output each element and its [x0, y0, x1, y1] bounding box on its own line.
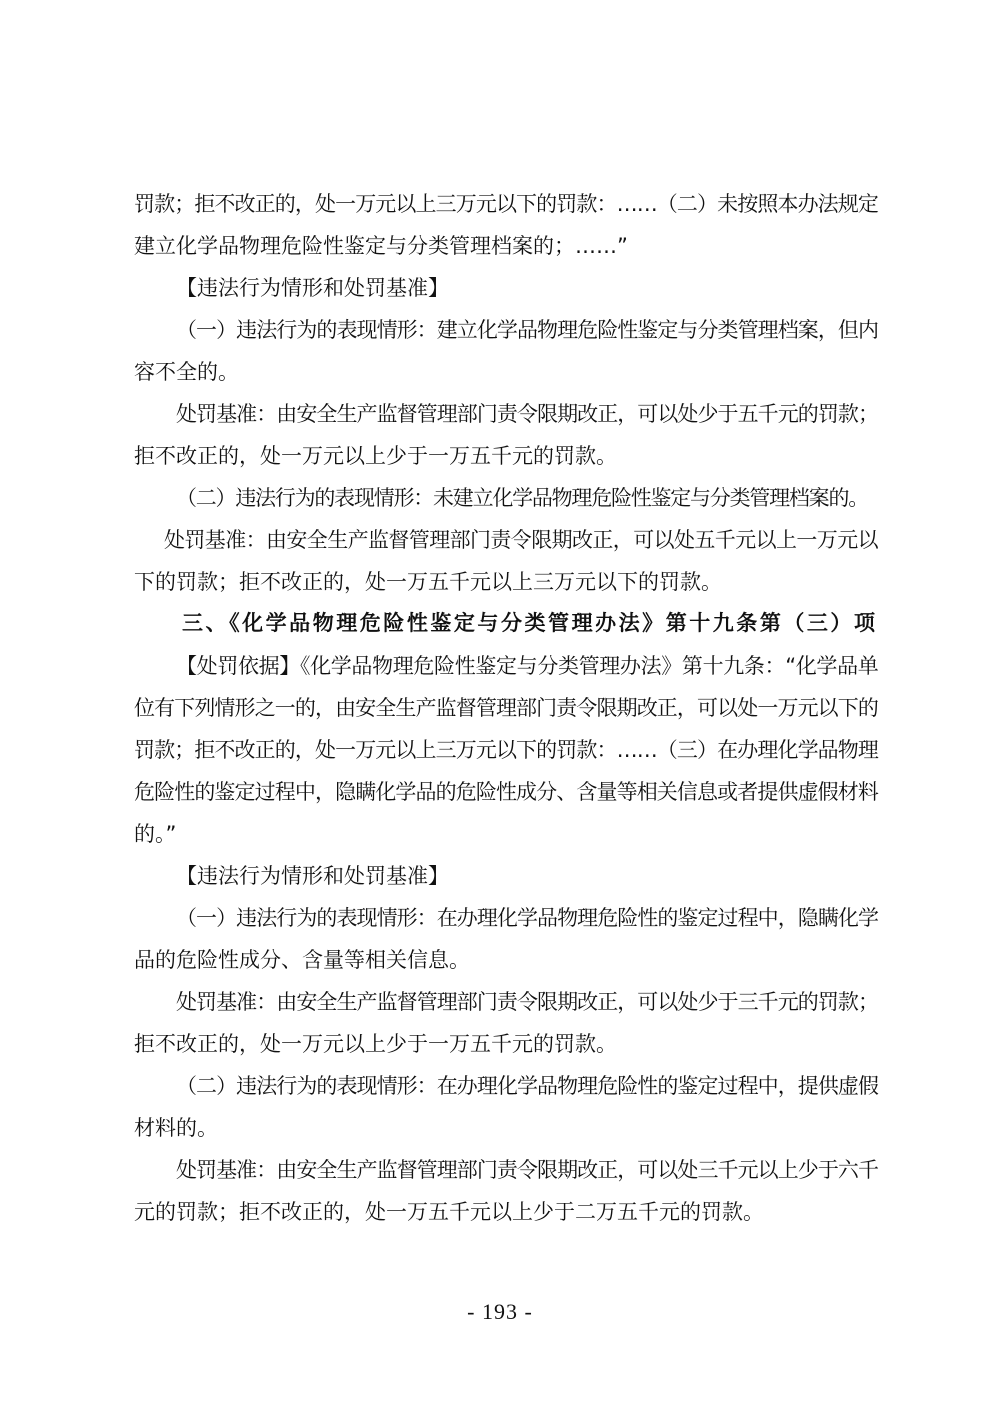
text-line: 建立化学品物理危险性鉴定与分类管理档案的；……”	[134, 234, 628, 258]
text-line: 的。”	[134, 822, 177, 846]
text-line: （一）违法行为的表现情形：建立化学品物理危险性鉴定与分类管理档案，但内	[176, 318, 878, 342]
text-line: 【违法行为情形和处罚基准】	[176, 276, 449, 300]
text-line: 位有下列情形之一的，由安全生产监督管理部门责令限期改正，可以处一万元以下的	[134, 696, 878, 720]
text-line: 处罚基准：由安全生产监督管理部门责令限期改正，可以处五千元以上一万元以	[164, 528, 878, 552]
text-line: 拒不改正的，处一万元以上少于一万五千元的罚款。	[134, 444, 617, 468]
text-line: 处罚基准：由安全生产监督管理部门责令限期改正，可以处少于三千元的罚款；	[176, 990, 878, 1014]
text-line: （二）违法行为的表现情形：在办理化学品物理危险性的鉴定过程中，提供虚假	[176, 1074, 878, 1098]
text-line: 处罚基准：由安全生产监督管理部门责令限期改正，可以处三千元以上少于六千	[176, 1158, 878, 1182]
text-line: （二）违法行为的表现情形：未建立化学品物理危险性鉴定与分类管理档案的。	[176, 486, 868, 510]
text-line: 危险性的鉴定过程中，隐瞒化学品的危险性成分、含量等相关信息或者提供虚假材料	[134, 780, 878, 804]
text-line: 容不全的。	[134, 360, 239, 384]
text-line: 【处罚依据】《化学品物理危险性鉴定与分类管理办法》第十九条：“化学品单	[176, 654, 879, 678]
text-line: 处罚基准：由安全生产监督管理部门责令限期改正，可以处少于五千元的罚款；	[176, 402, 878, 426]
page-number: - 193 -	[467, 1299, 533, 1324]
section-heading: 三、《化学品物理危险性鉴定与分类管理办法》第十九条第（三）项	[182, 610, 878, 635]
text-line: 拒不改正的，处一万元以上少于一万五千元的罚款。	[134, 1032, 617, 1056]
text-line: 元的罚款；拒不改正的，处一万五千元以上少于二万五千元的罚款。	[134, 1200, 764, 1224]
text-line: 下的罚款；拒不改正的，处一万五千元以上三万元以下的罚款。	[134, 570, 722, 594]
text-line: （一）违法行为的表现情形：在办理化学品物理危险性的鉴定过程中，隐瞒化学	[176, 906, 878, 930]
text-line: 罚款；拒不改正的，处一万元以上三万元以下的罚款：……（三）在办理化学品物理	[134, 738, 878, 762]
text-line: 罚款；拒不改正的，处一万元以上三万元以下的罚款：……（二）未按照本办法规定	[134, 192, 878, 216]
text-line: 品的危险性成分、含量等相关信息。	[134, 948, 470, 972]
text-line: 【违法行为情形和处罚基准】	[176, 864, 449, 888]
text-line: 材料的。	[134, 1116, 218, 1140]
